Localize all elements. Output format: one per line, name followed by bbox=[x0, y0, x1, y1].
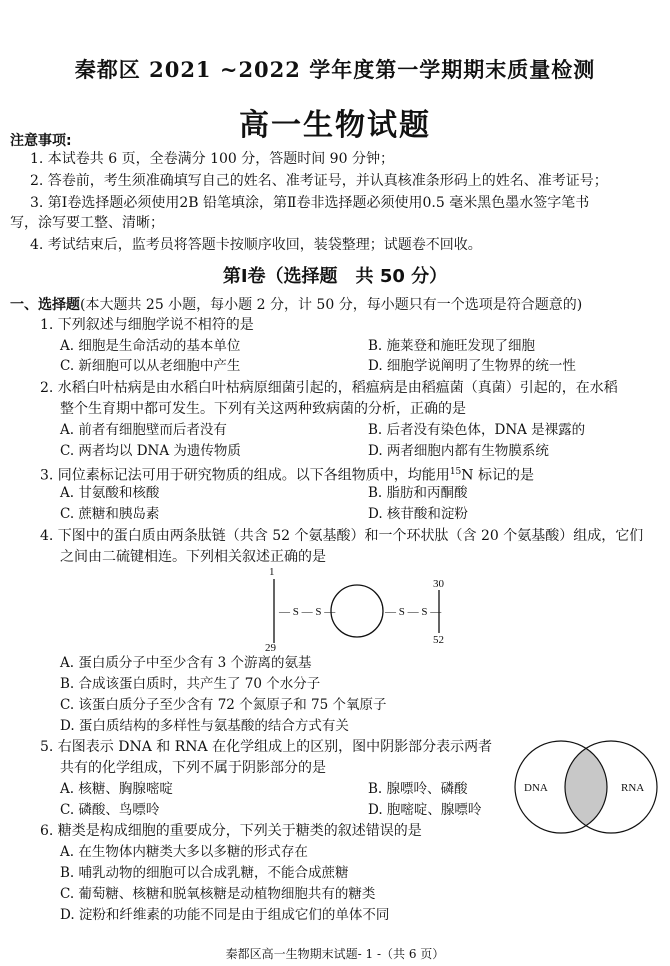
q5-option-a: A. 核糖、胸腺嘧啶 bbox=[60, 781, 173, 797]
q3-option-c: C. 蔗糖和胰岛素 bbox=[60, 506, 160, 522]
q2-option-d: D. 两者细胞内都有生物膜系统 bbox=[368, 443, 549, 459]
venn-dna-label: DNA bbox=[524, 782, 548, 794]
q6-option-d: D. 淀粉和纤维素的功能不同是由于组成它们的单体不同 bbox=[60, 907, 390, 923]
label-52: 52 bbox=[433, 634, 444, 646]
subject-title: 高一生物试题 bbox=[239, 108, 431, 143]
protein-structure-diagram bbox=[255, 565, 465, 653]
q4-option-a: A. 蛋白质分子中至少含有 3 个游离的氨基 bbox=[60, 655, 312, 671]
q5-option-b: B. 腺嘌呤、磷酸 bbox=[368, 781, 468, 797]
q4-option-b: B. 合成该蛋白质时，共产生了 70 个水分子 bbox=[60, 676, 321, 692]
note-item-2: 2. 答卷前，考生须准确填写自己的姓名、准考证号，并认真核准条形码上的姓名、准考证号； bbox=[30, 173, 608, 189]
q5-stem-2: 共有的化学组成，下列不属于阴影部分的是 bbox=[60, 760, 326, 776]
q3-stem-tail: N 标记的是 bbox=[461, 467, 534, 484]
q2-stem-2: 整个生育期中都可发生。下列有关这两种致病菌的分析，正确的是 bbox=[60, 401, 466, 417]
label-30: 30 bbox=[433, 578, 444, 590]
q2-option-c: C. 两者均以 DNA 为遗传物质 bbox=[60, 443, 241, 459]
right-disulfide-bond: — S — S — bbox=[385, 606, 442, 618]
note-item-3: 3. 第Ⅰ卷选择题必须使用2B 铅笔填涂，第Ⅱ卷非选择题必须使用0.5 毫米黑色墨水签字笔书 bbox=[30, 195, 590, 211]
cyclic-peptide-ring bbox=[331, 585, 383, 637]
note-item-1: 1. 本试卷共 6 页，全卷满分 100 分，答题时间 90 分钟； bbox=[30, 151, 394, 167]
q1-option-c: C. 新细胞可以从老细胞中产生 bbox=[60, 358, 241, 374]
q3-option-a: A. 甘氨酸和核酸 bbox=[60, 485, 160, 501]
q1-option-d: D. 细胞学说阐明了生物界的统一性 bbox=[368, 358, 576, 374]
q5-stem-1: 5. 右图表示 DNA 和 RNA 在化学组成上的区别，图中阴影部分表示两者 bbox=[40, 739, 493, 755]
venn-rna-label: RNA bbox=[621, 782, 645, 794]
q6-option-b: B. 哺乳动物的细胞可以合成乳糖，不能合成蔗糖 bbox=[60, 865, 349, 881]
label-1: 1 bbox=[269, 566, 275, 578]
dna-rna-venn-diagram bbox=[506, 737, 666, 837]
section-intro bbox=[10, 296, 582, 314]
q1-stem: 1. 下列叙述与细胞学说不相符的是 bbox=[40, 317, 254, 333]
q3-isotope-sup: 15 bbox=[449, 467, 462, 477]
section-intro-rest: (本大题共 25 小题，每小题 2 分，计 50 分，每小题只有一个选项是符合题意的) bbox=[80, 297, 583, 313]
section-intro-bold: 一、选择题 bbox=[10, 297, 80, 313]
label-29: 29 bbox=[265, 642, 276, 653]
q6-option-c: C. 葡萄糖、核糖和脱氧核糖是动植物细胞共有的糖类 bbox=[60, 886, 376, 902]
q5-option-c: C. 磷酸、鸟嘌呤 bbox=[60, 802, 160, 818]
notes-heading: 注意事项: bbox=[10, 133, 72, 149]
q6-stem: 6. 糖类是构成细胞的重要成分，下列关于糖类的叙述错误的是 bbox=[40, 823, 422, 839]
q3-stem bbox=[40, 463, 534, 485]
section-title: 第Ⅰ卷（选择题 共 50 分） bbox=[222, 266, 448, 287]
q2-stem-1: 2. 水稻白叶枯病是由水稻白叶枯病原细菌引起的，稻瘟病是由稻瘟菌（真菌）引起的，在水稻 bbox=[40, 380, 618, 396]
q4-stem-2: 之间由二硫键相连。下列相关叙述正确的是 bbox=[60, 549, 326, 565]
left-disulfide-bond: — S — S — bbox=[279, 606, 336, 618]
q5-option-d: D. 胞嘧啶、腺嘌呤 bbox=[368, 802, 482, 818]
q4-option-c: C. 该蛋白质分子至少含有 72 个氮原子和 75 个氧原子 bbox=[60, 697, 387, 713]
q2-option-b: B. 后者没有染色体，DNA 是裸露的 bbox=[368, 422, 586, 438]
q2-option-a: A. 前者有细胞壁而后者没有 bbox=[60, 422, 227, 438]
q1-option-a: A. 细胞是生命活动的基本单位 bbox=[60, 338, 241, 354]
note-item-4: 4. 考试结束后，监考员将答题卡按顺序收回，装袋整理；试题卷不回收。 bbox=[30, 237, 482, 253]
exam-title: 秦都区 2021 ~2022 学年度第一学期期末质量检测 bbox=[74, 57, 596, 82]
note-item-3-cont: 写，涂写要工整、清晰； bbox=[10, 215, 164, 231]
q4-option-d: D. 蛋白质结构的多样性与氨基酸的结合方式有关 bbox=[60, 718, 349, 734]
page-footer: 秦都区高一生物期末试题- 1 -（共 6 页） bbox=[225, 947, 445, 961]
q6-option-a: A. 在生物体内糖类大多以多糖的形式存在 bbox=[60, 844, 308, 860]
q1-option-b: B. 施莱登和施旺发现了细胞 bbox=[368, 338, 536, 354]
q3-option-d: D. 核苷酸和淀粉 bbox=[368, 506, 468, 522]
q4-stem-1: 4. 下图中的蛋白质由两条肽链（共含 52 个氨基酸）和一个环状肽（含 20 个氨基酸）组成，它们 bbox=[40, 528, 644, 544]
q3-stem-text: 3. 同位素标记法可用于研究物质的组成。以下各组物质中，均能用 bbox=[40, 467, 450, 484]
q3-option-b: B. 脂肪和丙酮酸 bbox=[368, 485, 468, 501]
